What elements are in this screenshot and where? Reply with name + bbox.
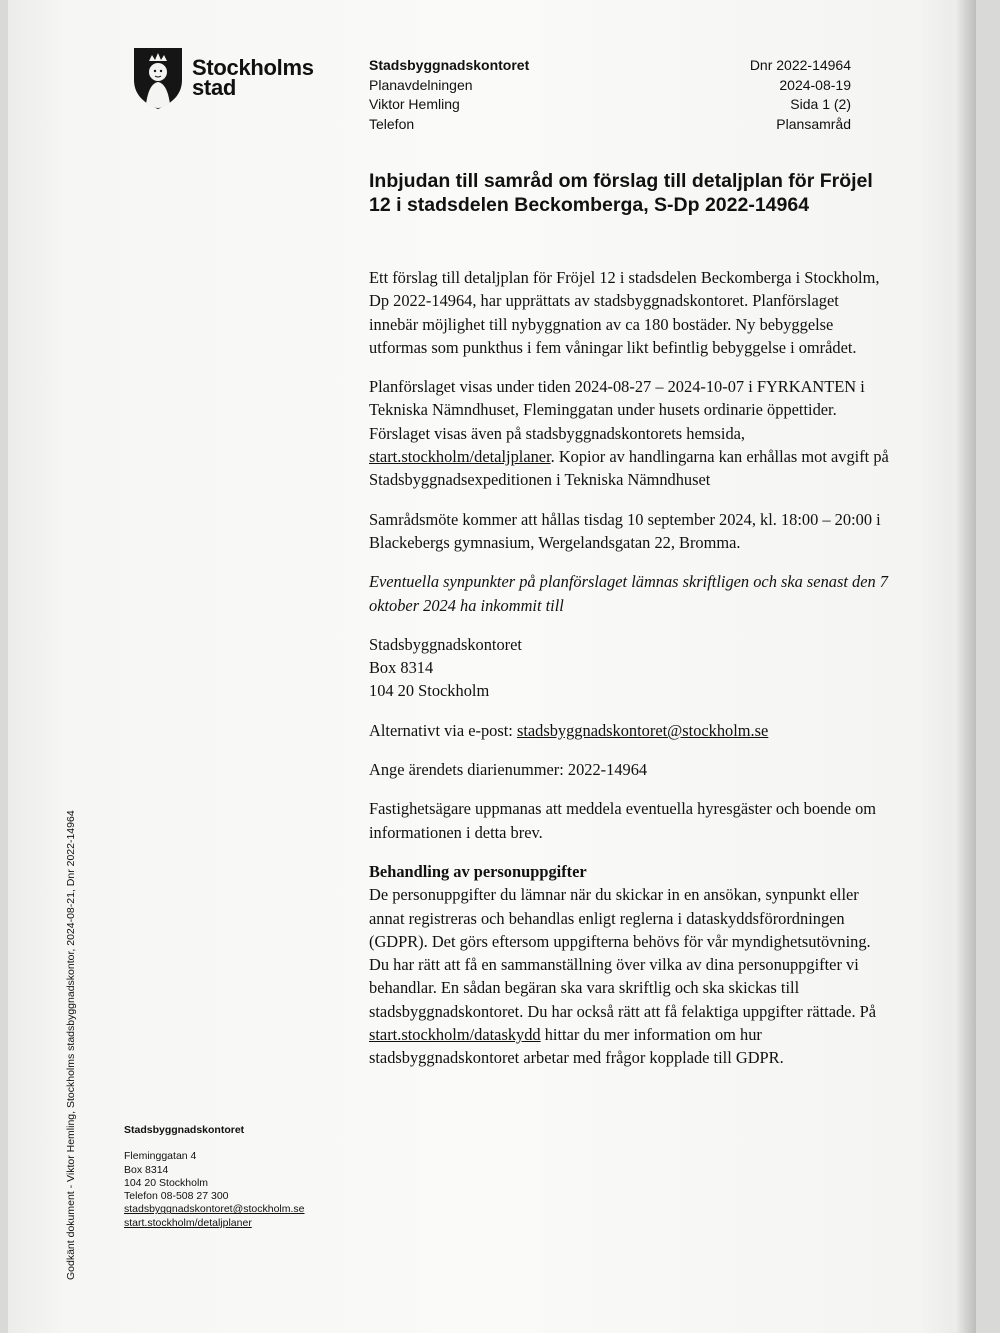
owner-paragraph: Fastighetsägare uppmanas att meddela eventuella hyresgäster och boende om informationen i detta brev. <box>369 799 877 842</box>
logo-line-2: stad <box>192 75 237 100</box>
address-line-2: Box 8314 <box>369 658 434 678</box>
document-date: 2024-08-19 <box>779 76 851 93</box>
footer-city: 104 20 Stockholm <box>124 1176 209 1189</box>
sender-division: Planavdelningen <box>369 76 473 93</box>
footer-box: Box 8314 <box>124 1163 169 1176</box>
stockholm-logo <box>132 46 314 110</box>
document-meta <box>750 56 851 134</box>
meeting-paragraph: Samrådsmöte kommer att hållas tisdag 10 september 2024, kl. 18:00 – 20:00 i Blackebergs gymnasium, Wergelandsgatan 22, Bromma. <box>369 509 881 552</box>
email-link[interactable]: stadsbyggnadskontoret@stockholm.se <box>516 720 769 740</box>
address-line-3: 104 20 Stockholm <box>369 681 490 701</box>
document-body <box>369 266 889 1070</box>
footer-email-link[interactable]: stadsbyggnadskontoret@stockholm.se <box>124 1203 305 1216</box>
footer-contact <box>124 1124 305 1230</box>
sender-phone-label: Telefon <box>369 115 415 132</box>
stockholm-crest-icon <box>132 46 184 110</box>
gdpr-heading: Behandling av personuppgifter <box>369 861 587 881</box>
dnr: Dnr 2022-14964 <box>749 57 851 73</box>
detaljplaner-link[interactable]: start.stockholm/detaljplaner <box>369 447 551 467</box>
footer-phone: Telefon 08-508 27 300 <box>124 1190 229 1203</box>
logo-line-1: Stockholms <box>192 55 314 80</box>
footer-street: Fleminggatan 4 <box>124 1150 197 1163</box>
approval-side-text: Godkänt dokument - Viktor Hemling, Stockholms stadsbyggnadskontor, 2024-08-21, Dnr 2022-14964 <box>65 810 77 1280</box>
footer-name: Stadsbyggnadskontoret <box>124 1124 245 1136</box>
gdpr-text-end: hittar du mer information om hur stadsbyggnadskontoret arbetar med frågor kopplade till GDPR. <box>369 1025 784 1068</box>
page-number: Sida 1 (2) <box>790 96 851 112</box>
comments-deadline-paragraph: Eventuella synpunkter på planförslaget lämnas skriftligen och ska senast den 7 oktober 2024 ha inkommit till <box>369 572 888 615</box>
footer-web-link[interactable]: start.stockholm/detaljplaner <box>124 1216 252 1229</box>
email-label: Alternativt via e-post: <box>369 720 517 740</box>
intro-paragraph: Ett förslag till detaljplan för Fröjel 12 i stadsdelen Beckomberga i Stockholm, Dp 2022-14964, har upprättats av stadsbyggnadskontoret. Planförslaget innebär möjlighet till nybyggnation av ca 180 bostäder. Ny bebyggelse utformas som punkthus i fem våningar likt befintlig bebyggelse i området. <box>369 268 880 357</box>
sender-person: Viktor Hemling <box>369 96 460 112</box>
document-type: Plansamråd <box>776 115 851 132</box>
document-page <box>8 0 976 1333</box>
email-paragraph <box>369 719 889 742</box>
gdpr-paragraph <box>369 883 889 1069</box>
exhibition-text-start: Planförslaget visas under tiden 2024-08-27 – 2024-10-07 i FYRKANTEN i Tekniska Nämndhuset, Fleminggatan under husets ordinarie öppettider. Förslaget visas även på stadsbyggnadskontorets hemsida, <box>369 377 865 443</box>
document-title: Inbjudan till samråd om förslag till detaljplan för Fröjel 12 i stadsdelen Beckomberga, S-Dp 2022-14964 <box>369 170 873 216</box>
sender-info <box>369 56 529 134</box>
case-number: Ange ärendets diarienummer: 2022-14964 <box>369 760 648 780</box>
exhibition-paragraph <box>369 375 889 491</box>
postal-address <box>369 633 889 703</box>
exhibition-text-end: . Kopior av handlingarna kan erhållas mot avgift på Stadsbyggnadsexpeditionen i Tekniska Nämndhuset <box>369 447 889 490</box>
page-edge-shadow <box>954 0 976 1333</box>
sender-department: Stadsbyggnadskontoret <box>369 57 530 73</box>
gdpr-text-start: De personuppgifter du lämnar när du skickar in en ansökan, synpunkt eller annat registreras och behandlas enligt reglerna i dataskyddsförordningen (GDPR). Det görs eftersom uppgifterna behövs för vår myndighetsutövning. Du har rätt att få en sammanställning över vilka av dina personuppgifter vi behandlar. En sådan begäran ska vara skriftlig och ska skickas till stadsbyggnadskontoret. Du har också rätt att få felaktiga uppgifter rättade. På <box>369 885 877 1021</box>
dataskydd-link[interactable]: start.stockholm/dataskydd <box>369 1025 541 1045</box>
address-line-1: Stadsbyggnadskontoret <box>369 634 522 654</box>
